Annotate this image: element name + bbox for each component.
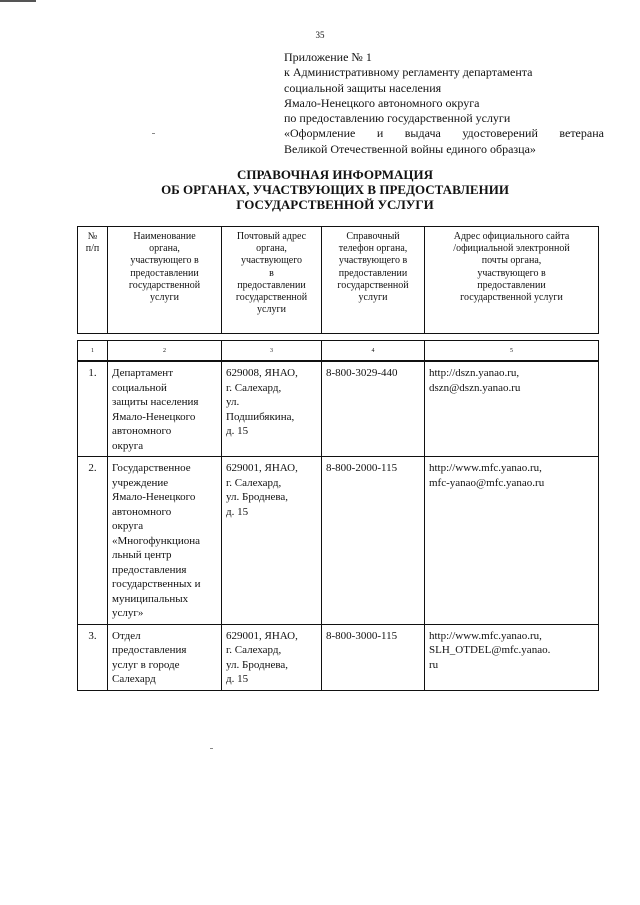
cell-line: http://dszn.yanao.ru,	[429, 367, 520, 379]
cell-line: Отдел	[112, 629, 141, 642]
cell-line: предоставлении	[477, 279, 546, 291]
postal-address	[222, 624, 322, 690]
cell-line: услуги	[358, 292, 388, 304]
cell-line: 629001, ЯНАО,	[226, 629, 298, 642]
header-cell-website	[425, 227, 599, 334]
column-number-row	[78, 341, 599, 361]
organ-name	[108, 457, 222, 625]
cell-line: услуги	[257, 304, 286, 316]
cell-line: автономного	[112, 505, 172, 518]
cell-line: органа,	[256, 243, 287, 255]
cell-line: mfc-yanao@mfc.yanao.ru	[429, 476, 545, 489]
cell-line: участвующего в	[338, 255, 408, 267]
cell-line: предоставления	[112, 563, 187, 576]
website-email	[425, 362, 599, 457]
cell-line: услуг»	[112, 607, 144, 619]
postal-address	[222, 457, 322, 625]
header-cell-address	[222, 227, 322, 334]
cell-line: г. Салехард,	[226, 476, 282, 489]
cell-line: ул. Броднева,	[226, 658, 289, 671]
phone-number: 8-800-3000-115	[322, 624, 425, 690]
cell-line: государственной услуги	[460, 292, 563, 304]
cell-line: Государственное	[112, 462, 191, 474]
cell-line: д. 15	[226, 425, 249, 437]
header-row	[78, 227, 599, 334]
cell-line: льный центр	[112, 549, 172, 561]
cell-line: Салехард	[112, 673, 156, 685]
cell-line: ул.	[226, 396, 240, 408]
scan-speck	[152, 133, 155, 134]
appendix-line: социальной защиты населения	[284, 80, 442, 95]
cell-line: 629001, ЯНАО,	[226, 462, 298, 474]
table-row	[78, 362, 599, 457]
cell-line: муниципальных	[112, 592, 189, 605]
cell-line: предоставлении	[237, 279, 306, 291]
appendix-title: Приложение № 1	[284, 50, 372, 64]
cell-line: Наименование	[133, 231, 196, 242]
cell-line: органа,	[149, 243, 180, 255]
header-cell-name	[108, 227, 222, 334]
cell-line: государственных и	[112, 578, 201, 590]
cell-line: Ямало-Ненецкого	[112, 491, 196, 503]
cell-line: предоставления	[112, 644, 187, 656]
column-number: 3	[222, 341, 322, 361]
cell-line: п/п	[85, 243, 100, 255]
cell-line: http://www.mfc.yanao.ru,	[429, 629, 542, 642]
header-cell-phone	[322, 227, 425, 334]
cell-line: Подшибякина,	[226, 410, 295, 423]
table-row	[78, 457, 599, 625]
cell-line: /официальной электронной	[453, 243, 570, 255]
header-table	[77, 226, 599, 334]
website-email	[425, 624, 599, 690]
cell-line: участвующего	[240, 255, 303, 267]
cell-line: Адрес официального сайта	[453, 231, 570, 242]
cell-line: Справочный	[346, 231, 400, 242]
column-number: 2	[108, 341, 222, 361]
cell-line: социальной	[112, 381, 167, 394]
cell-line: в	[269, 267, 274, 279]
cell-line: округа	[112, 439, 144, 452]
cell-line: д. 15	[226, 505, 249, 518]
cell-line: dszn@dszn.yanao.ru	[429, 381, 521, 394]
cell-line: Почтовый адрес	[236, 231, 307, 242]
table-row	[78, 624, 599, 690]
cell-line: государственной	[337, 279, 409, 291]
cell-line: участвующего в	[477, 267, 546, 279]
header-cell-number	[78, 227, 108, 334]
cell-line: г. Салехард,	[226, 381, 282, 394]
appendix-block	[284, 50, 604, 157]
cell-line: http://www.mfc.yanao.ru,	[429, 462, 542, 474]
cell-line: участвующего в	[130, 255, 199, 267]
appendix-line: по предоставлению государственной услуги	[284, 111, 511, 126]
cell-line: ул. Броднева,	[226, 491, 289, 503]
cell-line: почты органа,	[481, 255, 542, 267]
column-number-table	[77, 340, 599, 361]
cell-line: услуг в городе	[112, 658, 180, 671]
cell-line: учреждение	[112, 476, 169, 489]
column-number: 5	[425, 341, 599, 361]
appendix-line: к Административному регламенту департамента	[284, 65, 533, 80]
document-title: СПРАВОЧНАЯ ИНФОРМАЦИЯ ОБ ОРГАНАХ, УЧАСТВУЮЩИХ В ПРЕДОСТАВЛЕНИИ ГОСУДАРСТВЕННОЙ УСЛУГИ	[161, 167, 509, 212]
cell-line: «Многофункциона	[112, 534, 201, 547]
cell-line: услуги	[150, 292, 179, 304]
organ-name	[108, 362, 222, 457]
appendix-line: Великой Отечественной войны единого образца»	[284, 141, 536, 156]
row-number: 2.	[78, 457, 108, 625]
cell-line: г. Салехард,	[226, 644, 282, 656]
cell-line: автономного	[112, 425, 172, 437]
column-number: 1	[78, 341, 108, 361]
phone-number: 8-800-3029-440	[322, 362, 425, 457]
cell-line: Ямало-Ненецкого	[112, 410, 196, 423]
website-email	[425, 457, 599, 625]
cell-line: Департамент	[112, 367, 174, 379]
cell-line: телефон органа,	[338, 243, 408, 255]
cell-line: SLH_OTDEL@mfc.yanao.	[429, 644, 551, 656]
organ-name	[108, 624, 222, 690]
cell-line: государственной	[128, 279, 201, 291]
cell-line: 629008, ЯНАО,	[226, 367, 298, 379]
column-number: 4	[322, 341, 425, 361]
data-table	[77, 361, 599, 691]
cell-line: защиты населения	[112, 396, 199, 408]
postal-address	[222, 362, 322, 457]
appendix-line: «Оформление и выдача удостоверений ветерана	[284, 126, 604, 141]
cell-line: государственной	[235, 292, 308, 304]
cell-line: округа	[112, 520, 144, 532]
top-edge-line	[0, 0, 36, 2]
row-number: 1.	[78, 362, 108, 457]
cell-line: ru	[429, 658, 439, 671]
scan-speck	[210, 748, 213, 749]
cell-line: №	[87, 231, 98, 242]
appendix-line: Ямало-Ненецкого автономного округа	[284, 95, 480, 110]
phone-number: 8-800-2000-115	[322, 457, 425, 625]
cell-line: предоставлении	[130, 267, 199, 279]
cell-line: предоставлении	[338, 267, 408, 279]
row-number: 3.	[78, 624, 108, 690]
cell-line: д. 15	[226, 673, 249, 685]
page-number: 35	[315, 30, 325, 40]
